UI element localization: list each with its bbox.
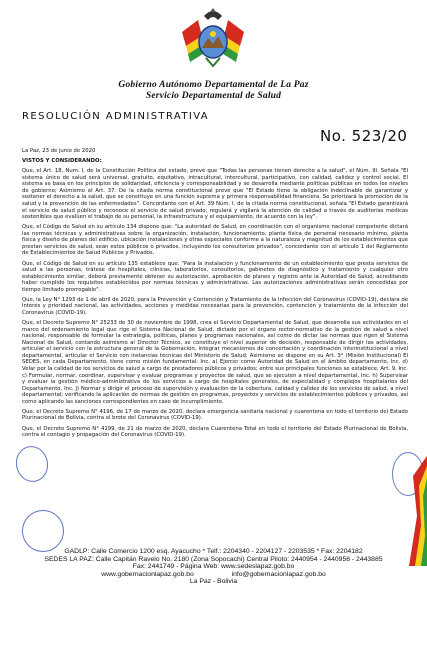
footer-fax-web: Fax: 2441749 - Página Web: www.sedeslapaz.gob.bo	[132, 563, 295, 571]
paragraph-decree-4196: Que, el Decreto Supremo N° 4196, de 17 de marzo de 2020, declara emergencia sanitaria nacional y cuarentena en todo el territorio del Estado Plurinacional de Bolivia, contra el brote del Coronavirus (COVID-19).	[22, 408, 408, 422]
official-seal	[22, 510, 64, 552]
document-date: La Paz, 23 de junio de 2020	[22, 148, 96, 154]
document-body	[22, 148, 408, 543]
paragraph-health-code-135: Que, el Código de Salud en su artículo 135 establece que: "Para la instalación y funcionamiento de un establecimiento que presta servicios de salud a las personas, trátese de hospitales, clínicas, laboratorios, consultorios, gabinetes de diagnóstico y tratamiento y cualquier otro establecimiento similar, deberá previamente obtener su autorización, aprobación de planes y registro ante la Autoridad de Salud, acreditando haber cumplido los requisitos establecidos por normas técnicas y administrativas. Las autorizaciones administrativas serán concedidas por tiempo limitado prorrogable".	[22, 260, 408, 293]
service-name: Servicio Departamental de Salud	[145, 91, 282, 101]
paragraph-decree-4199: Que, el Decreto Supremo N° 4199, de 21 de marzo de 2020, declara Cuarentena Total en todo el territorio del Estado Plurinacional de Bolivia, contra el contagio y propagación del Coronavirus (COVID-19).	[22, 425, 408, 439]
paragraph-constitution: Que, el Art. 18, Num. I, de la Constitución Política del estado, prevé que "Todas las personas tienen derecho a la salud", el Núm. III. Señala "El sistema único de salud será universal, gratuito, equitativo, intracultural, intercultural, participativo, con calidad, calidez y control social. El sistema se basa en los principios de solidaridad, eficiencia y corresponsabilidad y se desarrolla mediante políticas públicas en todos los niveles de gobierno; Asimismo el Art. 37. De la citada norma constitucional prevé que "El Estado tiene la obligación indeclinable de garantizar y sostener el derecho a la salud, que se constituye en una función suprema y primera responsabilidad financiera. Se priorizará la promoción de la salud y la prevención de las enfermedades". Concordante con el Art. 39 Núm. I. de la citada norma constitucional, señala "El Estado garantizará el servicio de salud público y reconoce el servicio de salud privado; regulará y vigilará la atención de calidad a través de auditorías médicas sostenibles que evalúen el trabajo de su personal, la infraestructura y el equipamiento, de acuerdo con la ley".	[22, 168, 408, 221]
footer-web-email: www.gobernacionlapaz.gob.bo info@gobernacionlapaz.gob.bo	[101, 570, 326, 578]
footer-contact	[0, 548, 427, 586]
coat-of-arms-icon	[180, 6, 246, 76]
government-name: Gobierno Autónomo Departamental de La Paz	[118, 80, 309, 90]
paragraph-law-1293: Que, la Ley N° 1293 de 1 de abril de 2020, para la Prevención y Contención y Tratamiento de la Infección del Coronavirus (COVID-19), declara de interés y prioridad nacional, las actividades, acciones y medidas necesarias para la prevención, contención y tratamiento de la infección del Coronavirus (COVID-19).	[22, 296, 408, 316]
document-title: RESOLUCIÓN ADMINISTRATIVA	[22, 111, 210, 122]
footer-location: La Paz - Bolivia	[189, 578, 238, 586]
government-header	[0, 80, 427, 102]
footer-sedes: SEDES LA PAZ: Calle Capitán Ravelo No. 2180 (Zona Sopocachi) Central Piloto: 2440954 - 2440956 - 2443885	[44, 555, 383, 563]
section-heading: VISTOS Y CONSIDERANDO:	[22, 158, 102, 165]
footer-gadlp: GADLP: Calle Comercio 1200 esq. Ayacucho * Telf.: 2204340 - 2204127 - 2203535 * Fax: 2204182	[64, 548, 363, 555]
paragraph-health-code-134: Que, el Código de Salud en su artículo 134 dispone que: "La autoridad de Salud, en coordinación con el organismo nacional competente dictará las normas técnicas y administrativas sobre la organización, instalación, funcionamiento, planta física de personal necesario mínimo, planta física y diseño de planes del edificio, ubicación instalaciones y otras especiales conforme a la naturaleza y magnitud de los establecimientos que prestan servicios de salud, sean estos públicos o privados, incluyendo los consultorios privados", concordante con el artículo 1 del Reglamento de Establecimientos de Salud Públicos y Privados.	[22, 224, 408, 257]
resolution-number: No. 523/20	[320, 127, 408, 145]
paragraph-decree-25233: Que, el Decreto Supremo N° 25233 de 30 de noviembre de 1998, crea el Servicio Departamental de Salud, que desarrolla sus actividades en el marco del ordenamiento legal que rige el Sistema Nacional de Salud, dictado por el órgano rector-normativo de la gestión de salud a nivel nacional, responsable de formular la estrategia, políticas, planes y programas nacionales, así como de dictar las normas que rigen el Sistema Nacional de Salud, contando asimismo al Director Técnico, se constituye el nivel superior de decisión, responsable de dirigir las actividades, articular el servicio con la estructura general de la Gobernación, integrar mecanismos de concertación y coordinación interinstitucional a nivel departamental, articular el Servicio con instancias técnicas del Ministerio de Salud; Asimismo se dispone en su Art. 3° (Misión Institucional) El SEDES, en cada Departamento, tiene como misión fundamental: Inc. a) Ejercer como Autoridad de Salud en el ámbito departamento, Inc. d) Velar por la calidad de los servicios de salud a cargo de prestadores públicos y privados; entre sus principales funciones se establece, Art. 9, Inc. c) Formular, normar, coordinar, supervisar y evaluar programas y proyectos de salud, que se ejecuten a nivel departamental, Inc. h) Supervisar y evaluar la gestión médico-administrativa de los servicios a cargo de hospitales generales, de especialidad y complejos hospitalarios del Departamento, Inc. j) Normar y dirigir el proceso de supervisión y evaluación de la cobertura, calidad y calidez de los servicios de salud, a nivel departamental; verificando la aplicación de normas de gestión en programas, proyectos y servicios de establecimientos públicos y privados, así como aplicando las sanciones correspondientes en caso de incumplimiento.	[22, 320, 408, 405]
